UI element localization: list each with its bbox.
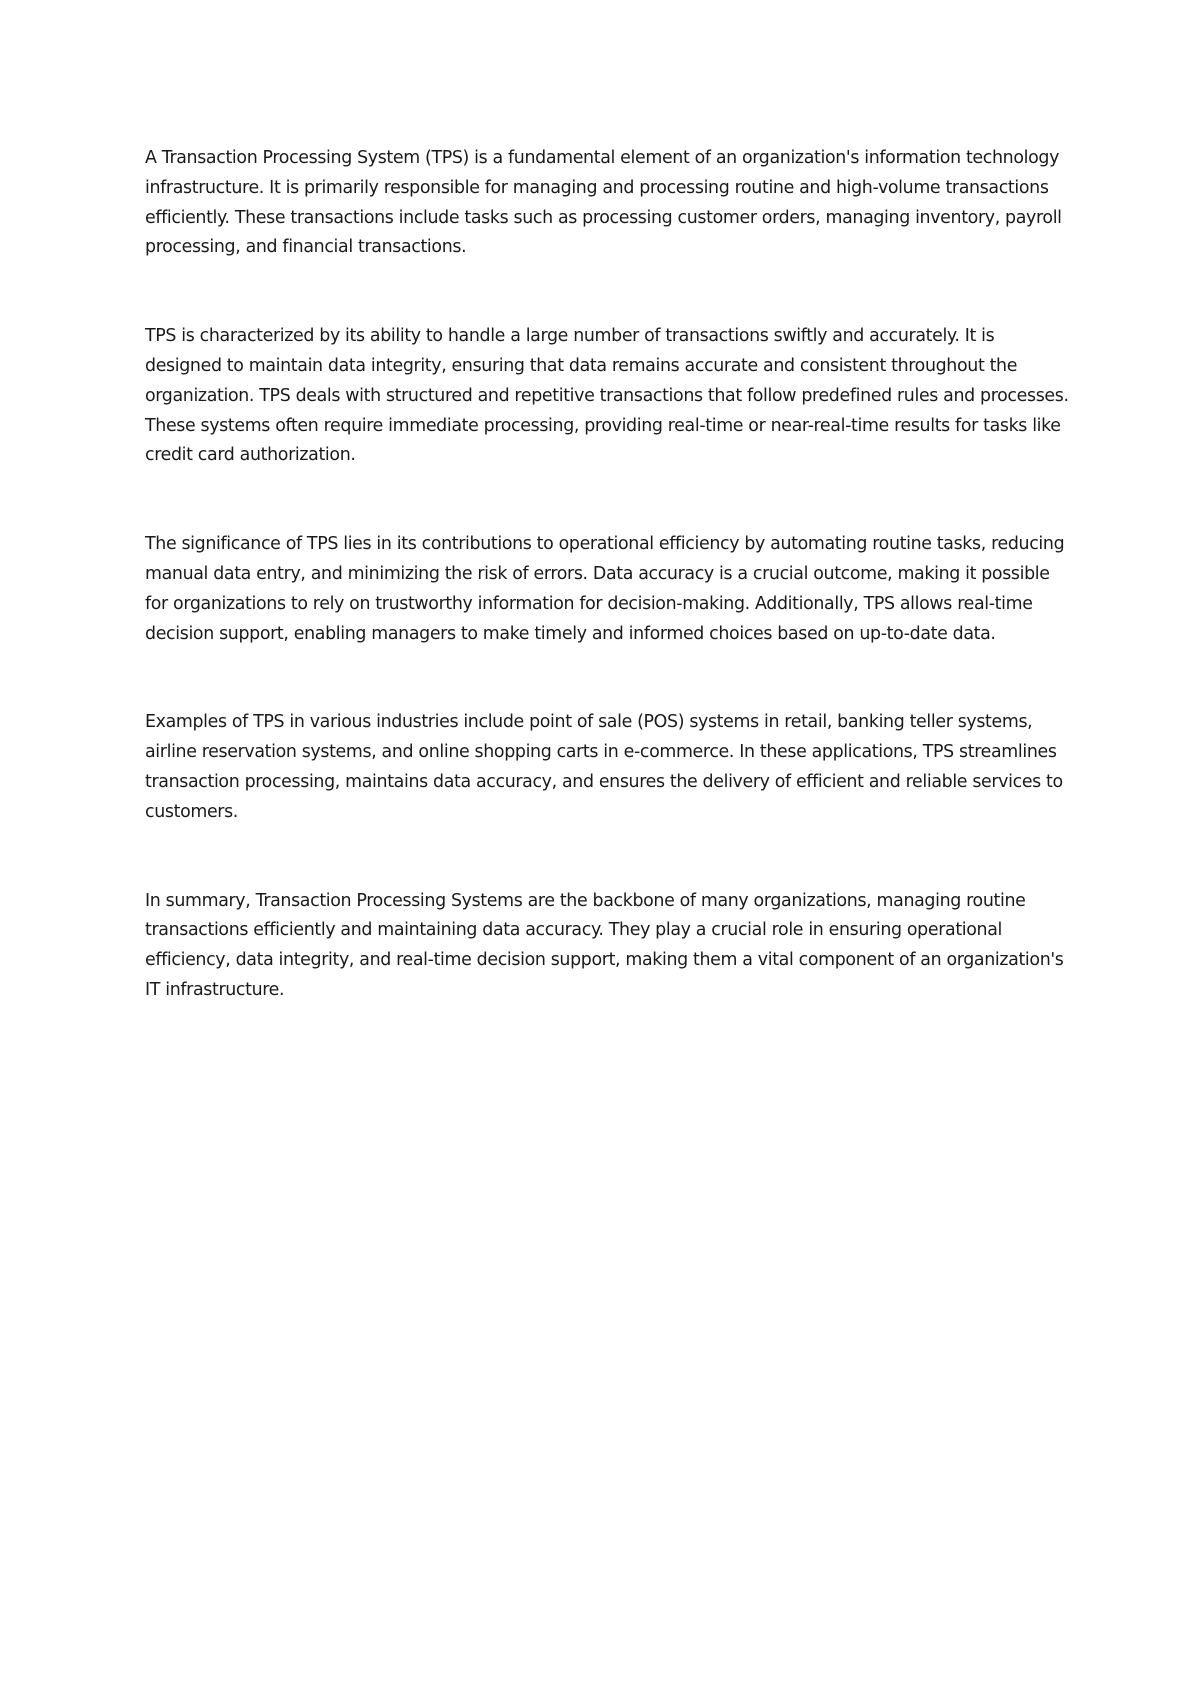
paragraph-tps-examples: Examples of TPS in various industries include point of sale (POS) systems in retail, banking teller systems, airline reservation systems, and online shopping carts in e-commerce. In these applications, TPS streamlines transaction processing, maintains data accuracy, and ensures the delivery of efficient and reliable services to customers. (145, 712, 1063, 822)
paragraph-tps-definition: A Transaction Processing System (TPS) is a fundamental element of an organization's information technology infrastructure. It is primarily responsible for managing and processing routine and high-volume transactions efficiently. These transactions include tasks such as processing customer orders, managing inventory, payroll processing, and financial transactions. (145, 148, 1062, 258)
paragraph-tps-characteristics: TPS is characterized by its ability to handle a large number of transactions swiftly and accurately. It is designed to maintain data integrity, ensuring that data remains accurate and consistent throughout the organization. TPS deals with structured and repetitive transactions that follow predefined rules and processes. These systems often require immediate processing, providing real-time or near-real-time results for tasks like credit card authorization. (145, 326, 1069, 466)
paragraph-tps-significance: The significance of TPS lies in its contributions to operational efficiency by automating routine tasks, reducing manual data entry, and minimizing the risk of errors. Data accuracy is a crucial outcome, making it possible for organizations to rely on trustworthy information for decision-making. Additionally, TPS allows real-time decision support, enabling managers to make timely and informed choices based on up-to-date data. (145, 534, 1065, 644)
paragraph-tps-summary: In summary, Transaction Processing Systems are the backbone of many organizations, managing routine transactions efficiently and maintaining data accuracy. They play a crucial role in ensuring operational efficiency, data integrity, and real-time decision support, making them a vital component of an organization's IT infrastructure. (145, 890, 1064, 1000)
document-body (145, 144, 1070, 1065)
